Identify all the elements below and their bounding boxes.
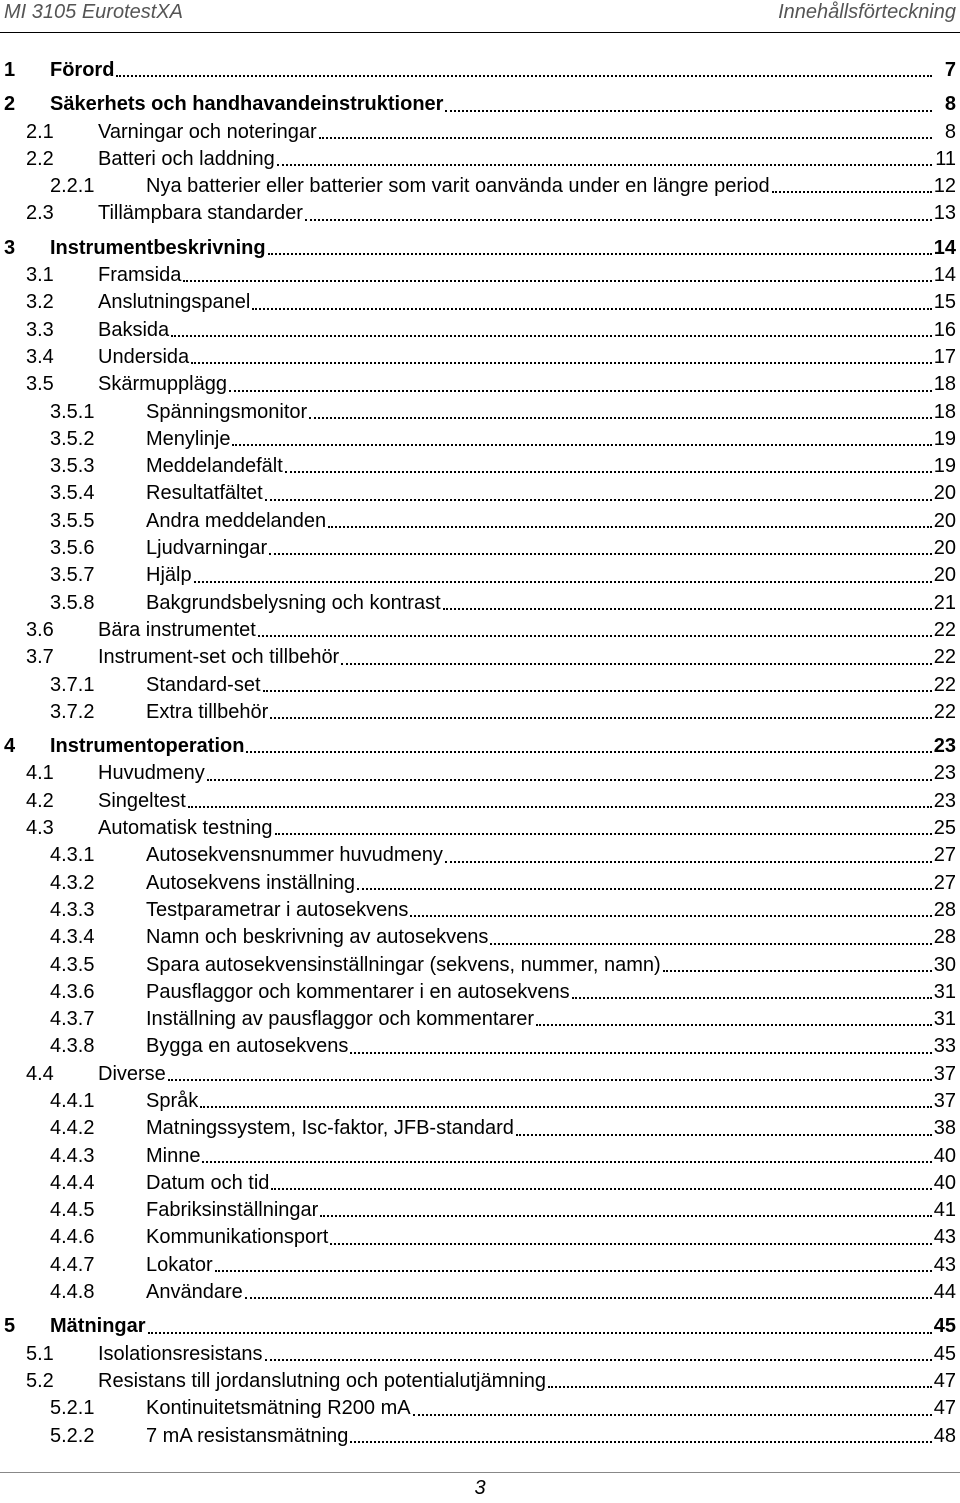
- toc-entry-page: 40: [933, 1171, 956, 1194]
- dot-leader: [490, 942, 931, 945]
- toc-entry-page: 18: [933, 373, 956, 396]
- toc-entry[interactable]: [0, 1006, 960, 1033]
- dot-leader: [265, 1358, 932, 1361]
- toc-entry[interactable]: [0, 979, 960, 1006]
- toc-entry-number: 5.1: [26, 1342, 54, 1365]
- toc-entry-number: 3: [4, 236, 16, 259]
- toc-entry-number: 4.4.1: [50, 1089, 95, 1112]
- toc-entry-number: 4.3.7: [50, 1008, 95, 1031]
- toc-entry-number: 3.5.3: [50, 455, 95, 478]
- toc-entry-title: Lokator: [146, 1253, 213, 1276]
- toc-entry[interactable]: [0, 1279, 960, 1306]
- toc-entry-page: 20: [933, 482, 956, 505]
- toc-entry-title: Pausflaggor och kommentarer i en autosekvens: [146, 980, 570, 1003]
- dot-leader: [341, 662, 932, 665]
- toc-entry[interactable]: [0, 760, 960, 787]
- toc-entry-title: Resistans till jordanslutning och potentialutjämning: [98, 1369, 547, 1392]
- toc-entry-page: 37: [933, 1089, 956, 1112]
- toc-entry[interactable]: [0, 897, 960, 924]
- toc-entry[interactable]: [0, 644, 960, 671]
- toc-entry[interactable]: [0, 317, 960, 344]
- toc-entry-page: 18: [933, 400, 956, 423]
- toc-entry-title: Batteri och laddning: [98, 147, 275, 170]
- toc-entry[interactable]: [0, 562, 960, 589]
- toc-entry-number: 3.5.6: [50, 537, 95, 560]
- toc-entry-title: Spara autosekvensinställningar (sekvens, nummer, namn): [146, 953, 661, 976]
- toc-entry-title: Mätningar: [50, 1315, 146, 1338]
- toc-entry-page: 31: [933, 980, 956, 1003]
- dot-leader: [270, 716, 931, 719]
- toc-entry[interactable]: [0, 1423, 960, 1450]
- toc-entry-number: 5.2.1: [50, 1397, 95, 1420]
- header-divider: [0, 32, 960, 33]
- toc-entry-number: 4.3.5: [50, 953, 95, 976]
- toc-entry[interactable]: [0, 119, 960, 146]
- dot-leader: [188, 805, 932, 808]
- toc-entry-title: Andra meddelanden: [146, 509, 327, 532]
- document-title: MI 3105 EurotestXA: [4, 1, 183, 23]
- toc-entry-number: 4: [4, 735, 16, 758]
- toc-entry-number: 4.3.1: [50, 844, 95, 867]
- toc-entry-number: 3.4: [26, 345, 54, 368]
- toc-entry-title: Singeltest: [98, 789, 186, 812]
- toc-entry-title: Spänningsmonitor: [146, 400, 308, 423]
- dot-leader: [269, 552, 932, 555]
- dot-leader: [328, 525, 932, 528]
- dot-leader: [207, 778, 932, 781]
- toc-entry[interactable]: [0, 1088, 960, 1115]
- toc-entry-title: Varningar och noteringar: [98, 120, 317, 143]
- dot-leader: [271, 1187, 931, 1190]
- dot-leader: [443, 607, 932, 610]
- dot-leader: [445, 860, 932, 863]
- toc-entry[interactable]: [0, 235, 960, 262]
- toc-entry-number: 3.5.2: [50, 427, 95, 450]
- dot-leader: [309, 416, 932, 419]
- toc-entry-page: 38: [933, 1117, 956, 1140]
- toc-entry-page: 19: [933, 427, 956, 450]
- dot-leader: [275, 832, 932, 835]
- dot-leader: [202, 1160, 931, 1163]
- toc-entry[interactable]: [0, 91, 960, 118]
- toc-entry[interactable]: [0, 1252, 960, 1279]
- toc-entry[interactable]: [0, 173, 960, 200]
- toc-entry-number: 4.1: [26, 762, 54, 785]
- toc-entry-number: 3.5.1: [50, 400, 95, 423]
- dot-leader: [772, 190, 932, 193]
- toc-entry-number: 3.6: [26, 618, 54, 641]
- toc-entry[interactable]: [0, 1224, 960, 1251]
- page-number: 3: [474, 1477, 486, 1499]
- toc-entry-page: 15: [933, 291, 956, 314]
- toc-entry-page: 48: [933, 1424, 956, 1447]
- toc-entry-title: Användare: [146, 1281, 243, 1304]
- toc-entry-title: Säkerhets och handhavandeinstruktioner: [50, 93, 444, 116]
- toc-entry-page: 23: [933, 735, 956, 758]
- toc-entry-page: 41: [933, 1199, 956, 1222]
- toc-entry[interactable]: [0, 200, 960, 227]
- dot-leader: [200, 1105, 932, 1108]
- toc-entry-number: 4.4.3: [50, 1144, 95, 1167]
- toc-entry-number: 5: [4, 1315, 16, 1338]
- toc-entry-number: 4.2: [26, 789, 54, 812]
- toc-entry-title: Bygga en autosekvens: [146, 1035, 349, 1058]
- toc-entry-page: 22: [933, 618, 956, 641]
- table-of-contents: [0, 57, 960, 1450]
- toc-entry-page: 8: [944, 93, 956, 116]
- dot-leader: [516, 1133, 932, 1136]
- toc-entry-number: 3.3: [26, 318, 54, 341]
- dot-leader: [536, 1023, 932, 1026]
- toc-entry-page: 11: [935, 147, 956, 170]
- toc-entry-page: 33: [933, 1035, 956, 1058]
- toc-entry-page: 19: [933, 455, 956, 478]
- toc-entry[interactable]: [0, 788, 960, 815]
- toc-entry[interactable]: [0, 699, 960, 726]
- toc-entry-page: 47: [933, 1369, 956, 1392]
- toc-entry-title: Automatisk testning: [98, 817, 273, 840]
- toc-entry[interactable]: [0, 1197, 960, 1224]
- dot-leader: [357, 887, 932, 890]
- toc-entry-title: Resultatfältet: [146, 482, 263, 505]
- toc-entry-page: 27: [933, 844, 956, 867]
- dot-leader: [252, 307, 931, 310]
- toc-entry-title: Huvudmeny: [98, 762, 205, 785]
- toc-entry[interactable]: [0, 146, 960, 173]
- dot-leader: [410, 914, 931, 917]
- toc-entry-number: 4.3.6: [50, 980, 95, 1003]
- toc-entry-page: 21: [933, 591, 956, 614]
- toc-entry-number: 3.5: [26, 373, 54, 396]
- toc-entry-title: Baksida: [98, 318, 170, 341]
- toc-entry-title: Skärmupplägg: [98, 373, 227, 396]
- toc-entry-page: 45: [933, 1342, 956, 1365]
- toc-entry[interactable]: [0, 1115, 960, 1142]
- toc-entry[interactable]: [0, 1170, 960, 1197]
- toc-entry-title: Språk: [146, 1089, 199, 1112]
- toc-entry-title: Nya batterier eller batterier som varit oanvända under en längre period: [146, 175, 770, 198]
- section-title: Innehållsförteckning: [778, 1, 956, 23]
- toc-entry-title: Datum och tid: [146, 1171, 270, 1194]
- toc-entry-page: 37: [933, 1062, 956, 1085]
- toc-entry-title: Inställning av pausflaggor och kommentarer: [146, 1008, 534, 1031]
- dot-leader: [277, 163, 932, 166]
- dot-leader: [215, 1269, 932, 1272]
- toc-entry-title: Autosekvensnummer huvudmeny: [146, 844, 443, 867]
- toc-entry-page: 22: [933, 646, 956, 669]
- toc-entry-title: Instrument-set och tillbehör: [98, 646, 340, 669]
- toc-entry[interactable]: [0, 952, 960, 979]
- toc-entry-title: Hjälp: [146, 564, 192, 587]
- toc-entry-title: 7 mA resistansmätning: [146, 1424, 349, 1447]
- toc-entry-title: Undersida: [98, 345, 190, 368]
- toc-entry-page: 23: [933, 762, 956, 785]
- toc-entry[interactable]: [0, 870, 960, 897]
- toc-entry-page: 20: [933, 509, 956, 532]
- toc-entry-number: 4.4.4: [50, 1171, 95, 1194]
- dot-leader: [268, 252, 932, 255]
- toc-entry-number: 3.2: [26, 291, 54, 314]
- toc-entry-title: Fabriksinställningar: [146, 1199, 319, 1222]
- toc-entry-page: 23: [933, 789, 956, 812]
- toc-entry-title: Framsida: [98, 264, 182, 287]
- dot-leader: [263, 689, 932, 692]
- toc-entry-number: 4.3.8: [50, 1035, 95, 1058]
- toc-entry[interactable]: [0, 842, 960, 869]
- dot-leader: [245, 1296, 932, 1299]
- toc-entry[interactable]: [0, 1395, 960, 1422]
- toc-entry-page: 44: [933, 1281, 956, 1304]
- toc-entry-page: 17: [933, 345, 956, 368]
- footer-divider: [0, 1472, 960, 1473]
- toc-entry[interactable]: [0, 508, 960, 535]
- dot-leader: [572, 996, 932, 999]
- toc-entry-page: 27: [933, 871, 956, 894]
- toc-entry-number: 3.7.2: [50, 700, 95, 723]
- toc-entry-page: 16: [933, 318, 956, 341]
- toc-entry[interactable]: [0, 399, 960, 426]
- dot-leader: [229, 389, 932, 392]
- toc-entry-page: 7: [944, 59, 956, 81]
- toc-entry[interactable]: [0, 1341, 960, 1368]
- page-header: [0, 0, 960, 27]
- dot-leader: [413, 1413, 932, 1416]
- toc-entry-title: Anslutningspanel: [98, 291, 251, 314]
- dot-leader: [194, 580, 932, 583]
- toc-entry-number: 3.7: [26, 646, 54, 669]
- toc-entry-page: 43: [933, 1253, 956, 1276]
- toc-entry-number: 3.5.4: [50, 482, 95, 505]
- toc-entry-page: 14: [933, 264, 956, 287]
- dot-leader: [350, 1051, 931, 1054]
- dot-leader: [116, 74, 932, 77]
- toc-entry[interactable]: [0, 535, 960, 562]
- toc-entry-page: 28: [933, 898, 956, 921]
- dot-leader: [232, 443, 931, 446]
- toc-entry-title: Menylinje: [146, 427, 231, 450]
- toc-entry-page: 22: [933, 673, 956, 696]
- toc-entry[interactable]: [0, 1313, 960, 1340]
- toc-entry-number: 4.4.2: [50, 1117, 95, 1140]
- toc-entry[interactable]: [0, 426, 960, 453]
- toc-entry-number: 4.4.7: [50, 1253, 95, 1276]
- toc-entry-number: 2.2: [26, 147, 54, 170]
- toc-entry-page: 12: [933, 175, 956, 198]
- toc-entry-number: 1: [4, 59, 16, 81]
- toc-entry-number: 4.3: [26, 817, 54, 840]
- toc-entry-page: 8: [944, 120, 956, 143]
- dot-leader: [350, 1440, 931, 1443]
- toc-entry-title: Ljudvarningar: [146, 537, 268, 560]
- toc-entry-page: 45: [933, 1315, 956, 1338]
- dot-leader: [320, 1214, 931, 1217]
- toc-entry-number: 3.7.1: [50, 673, 95, 696]
- dot-leader: [171, 334, 932, 337]
- toc-entry-title: Namn och beskrivning av autosekvens: [146, 926, 489, 949]
- toc-entry-title: Minne: [146, 1144, 201, 1167]
- toc-entry-title: Meddelandefält: [146, 455, 283, 478]
- dot-leader: [305, 218, 932, 221]
- dot-leader: [663, 969, 932, 972]
- toc-entry-number: 3.5.8: [50, 591, 95, 614]
- toc-entry-page: 47: [933, 1397, 956, 1420]
- toc-entry-title: Diverse: [98, 1062, 166, 1085]
- dot-leader: [183, 279, 931, 282]
- dot-leader: [285, 470, 932, 473]
- toc-entry-number: 2.3: [26, 202, 54, 225]
- toc-entry[interactable]: [0, 590, 960, 617]
- toc-entry[interactable]: [0, 672, 960, 699]
- dot-leader: [319, 136, 932, 139]
- toc-entry-number: 4.3.2: [50, 871, 95, 894]
- toc-entry[interactable]: [0, 480, 960, 507]
- toc-entry[interactable]: [0, 617, 960, 644]
- toc-entry-page: 20: [933, 564, 956, 587]
- toc-entry[interactable]: [0, 1061, 960, 1088]
- dot-leader: [445, 109, 932, 112]
- dot-leader: [148, 1331, 932, 1334]
- toc-entry-title: Instrumentbeskrivning: [50, 236, 266, 259]
- toc-entry-page: 22: [933, 700, 956, 723]
- dot-leader: [265, 498, 932, 501]
- toc-entry[interactable]: [0, 289, 960, 316]
- toc-entry-title: Autosekvens inställning: [146, 871, 356, 894]
- toc-entry-page: 20: [933, 537, 956, 560]
- toc-entry-title: Standard-set: [146, 673, 261, 696]
- toc-entry-title: Tillämpbara standarder: [98, 202, 303, 225]
- dot-leader: [548, 1385, 932, 1388]
- toc-entry[interactable]: [0, 1143, 960, 1170]
- toc-entry-page: 14: [933, 236, 956, 259]
- toc-entry-number: 4.4.5: [50, 1199, 95, 1222]
- dot-leader: [330, 1242, 931, 1245]
- dot-leader: [191, 361, 932, 364]
- dot-leader: [168, 1078, 932, 1081]
- toc-entry[interactable]: [0, 344, 960, 371]
- toc-entry-number: 3.5.7: [50, 564, 95, 587]
- toc-entry-title: Kommunikationsport: [146, 1226, 329, 1249]
- toc-entry-page: 40: [933, 1144, 956, 1167]
- toc-entry-number: 5.2.2: [50, 1424, 95, 1447]
- toc-entry-number: 4.3.3: [50, 898, 95, 921]
- toc-entry-number: 2: [4, 93, 16, 116]
- toc-entry-title: Extra tillbehör: [146, 700, 269, 723]
- toc-entry-title: Instrumentoperation: [50, 735, 245, 758]
- toc-entry-number: 2.1: [26, 120, 54, 143]
- toc-entry-title: Kontinuitetsmätning R200 mA: [146, 1397, 411, 1420]
- toc-entry[interactable]: [0, 1033, 960, 1060]
- toc-entry-page: 31: [933, 1008, 956, 1031]
- toc-entry[interactable]: [0, 733, 960, 760]
- toc-entry-page: 30: [933, 953, 956, 976]
- toc-entry-page: 25: [933, 817, 956, 840]
- toc-entry-page: 28: [933, 926, 956, 949]
- toc-entry-number: 3.5.5: [50, 509, 95, 532]
- toc-entry-title: Testparametrar i autosekvens: [146, 898, 409, 921]
- toc-entry-number: 4.4.8: [50, 1281, 95, 1304]
- toc-entry-title: Matningssystem, Isc-faktor, JFB-standard: [146, 1117, 514, 1140]
- toc-entry-number: 4.4: [26, 1062, 54, 1085]
- dot-leader: [246, 750, 931, 753]
- toc-entry-title: Förord: [50, 59, 115, 81]
- toc-entry[interactable]: [0, 815, 960, 842]
- toc-entry-number: 3.1: [26, 264, 54, 287]
- toc-entry-number: 4.3.4: [50, 926, 95, 949]
- toc-entry-title: Bakgrundsbelysning och kontrast: [146, 591, 441, 614]
- toc-entry-title: Isolationsresistans: [98, 1342, 263, 1365]
- toc-entry[interactable]: [0, 371, 960, 398]
- dot-leader: [258, 634, 932, 637]
- toc-entry-title: Bära instrumentet: [98, 618, 256, 641]
- toc-entry[interactable]: [0, 57, 960, 84]
- toc-entry-page: 43: [933, 1226, 956, 1249]
- toc-entry-page: 13: [933, 202, 956, 225]
- toc-entry-number: 5.2: [26, 1369, 54, 1392]
- toc-entry-number: 4.4.6: [50, 1226, 95, 1249]
- toc-entry-number: 2.2.1: [50, 175, 95, 198]
- toc-entry[interactable]: [0, 262, 960, 289]
- toc-entry[interactable]: [0, 924, 960, 951]
- toc-entry[interactable]: [0, 453, 960, 480]
- toc-entry[interactable]: [0, 1368, 960, 1395]
